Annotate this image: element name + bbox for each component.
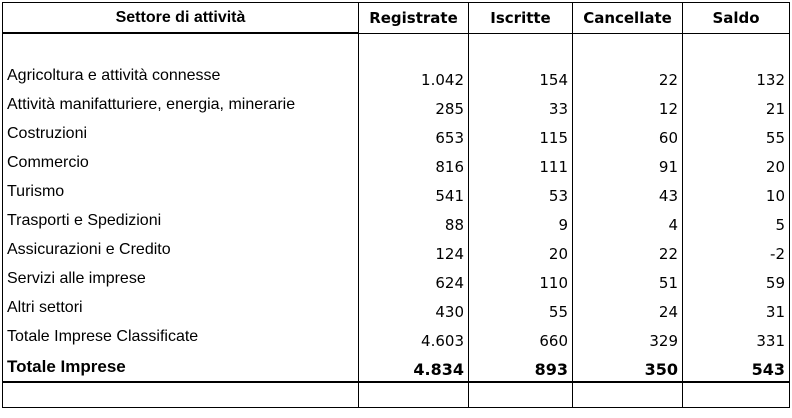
iscritte-cell: 20 xyxy=(469,236,573,265)
empty-cell xyxy=(573,33,683,62)
sector-label: Altri settori xyxy=(3,294,359,323)
saldo-cell: 59 xyxy=(683,265,790,294)
header-row xyxy=(3,3,790,34)
empty-cell xyxy=(469,33,573,62)
empty-cell xyxy=(683,382,790,408)
saldo-cell: 21 xyxy=(683,91,790,120)
cancellate-cell: 22 xyxy=(573,236,683,265)
empty-cell xyxy=(3,382,359,408)
header-cancellate: Cancellate xyxy=(573,3,683,34)
empty-cell xyxy=(359,33,469,62)
sector-label: Servizi alle imprese xyxy=(3,265,359,294)
saldo-cell: 20 xyxy=(683,149,790,178)
sector-label: Costruzioni xyxy=(3,120,359,149)
registrate-cell: 124 xyxy=(359,236,469,265)
registrate-cell: 88 xyxy=(359,207,469,236)
cancellate-cell: 60 xyxy=(573,120,683,149)
table-row xyxy=(3,323,790,352)
registrate-cell: 430 xyxy=(359,294,469,323)
total-registrate: 4.834 xyxy=(359,352,469,382)
registrate-cell: 1.042 xyxy=(359,62,469,91)
registrate-cell: 624 xyxy=(359,265,469,294)
saldo-cell: 10 xyxy=(683,178,790,207)
total-cancellate: 350 xyxy=(573,352,683,382)
empty-cell xyxy=(469,382,573,408)
cancellate-cell: 91 xyxy=(573,149,683,178)
registrate-cell: 541 xyxy=(359,178,469,207)
iscritte-cell: 111 xyxy=(469,149,573,178)
saldo-cell: 331 xyxy=(683,323,790,352)
iscritte-cell: 115 xyxy=(469,120,573,149)
spacer-row xyxy=(3,33,790,62)
table-row xyxy=(3,62,790,91)
cancellate-cell: 12 xyxy=(573,91,683,120)
total-iscritte: 893 xyxy=(469,352,573,382)
total-row xyxy=(3,352,790,382)
header-registrate: Registrate xyxy=(359,3,469,34)
iscritte-cell: 110 xyxy=(469,265,573,294)
empty-cell xyxy=(3,33,359,62)
sector-label: Attività manifatturiere, energia, minerarie xyxy=(3,91,359,120)
table-row xyxy=(3,91,790,120)
empty-cell xyxy=(683,33,790,62)
cancellate-cell: 329 xyxy=(573,323,683,352)
header-settore: Settore di attività xyxy=(3,3,359,34)
header-saldo: Saldo xyxy=(683,3,790,34)
table-row xyxy=(3,265,790,294)
sector-label: Totale Imprese Classificate xyxy=(3,323,359,352)
empty-cell xyxy=(573,382,683,408)
empty-cell xyxy=(359,382,469,408)
total-saldo: 543 xyxy=(683,352,790,382)
table-row xyxy=(3,236,790,265)
trailer-row xyxy=(3,382,790,408)
iscritte-cell: 154 xyxy=(469,62,573,91)
sector-label: Commercio xyxy=(3,149,359,178)
registrate-cell: 285 xyxy=(359,91,469,120)
header-iscritte: Iscritte xyxy=(469,3,573,34)
saldo-cell: 55 xyxy=(683,120,790,149)
sector-label: Trasporti e Spedizioni xyxy=(3,207,359,236)
table-row xyxy=(3,120,790,149)
iscritte-cell: 9 xyxy=(469,207,573,236)
registrate-cell: 4.603 xyxy=(359,323,469,352)
table-row xyxy=(3,178,790,207)
cancellate-cell: 43 xyxy=(573,178,683,207)
saldo-cell: -2 xyxy=(683,236,790,265)
sector-label: Assicurazioni e Credito xyxy=(3,236,359,265)
table-row xyxy=(3,294,790,323)
cancellate-cell: 24 xyxy=(573,294,683,323)
iscritte-cell: 53 xyxy=(469,178,573,207)
table-row xyxy=(3,149,790,178)
total-label: Totale Imprese xyxy=(3,352,359,382)
iscritte-cell: 33 xyxy=(469,91,573,120)
registrate-cell: 653 xyxy=(359,120,469,149)
iscritte-cell: 660 xyxy=(469,323,573,352)
sector-table xyxy=(2,2,790,408)
sector-label: Turismo xyxy=(3,178,359,207)
iscritte-cell: 55 xyxy=(469,294,573,323)
saldo-cell: 132 xyxy=(683,62,790,91)
saldo-cell: 5 xyxy=(683,207,790,236)
cancellate-cell: 4 xyxy=(573,207,683,236)
saldo-cell: 31 xyxy=(683,294,790,323)
sector-label: Agricoltura e attività connesse xyxy=(3,62,359,91)
table-row xyxy=(3,207,790,236)
cancellate-cell: 51 xyxy=(573,265,683,294)
cancellate-cell: 22 xyxy=(573,62,683,91)
registrate-cell: 816 xyxy=(359,149,469,178)
